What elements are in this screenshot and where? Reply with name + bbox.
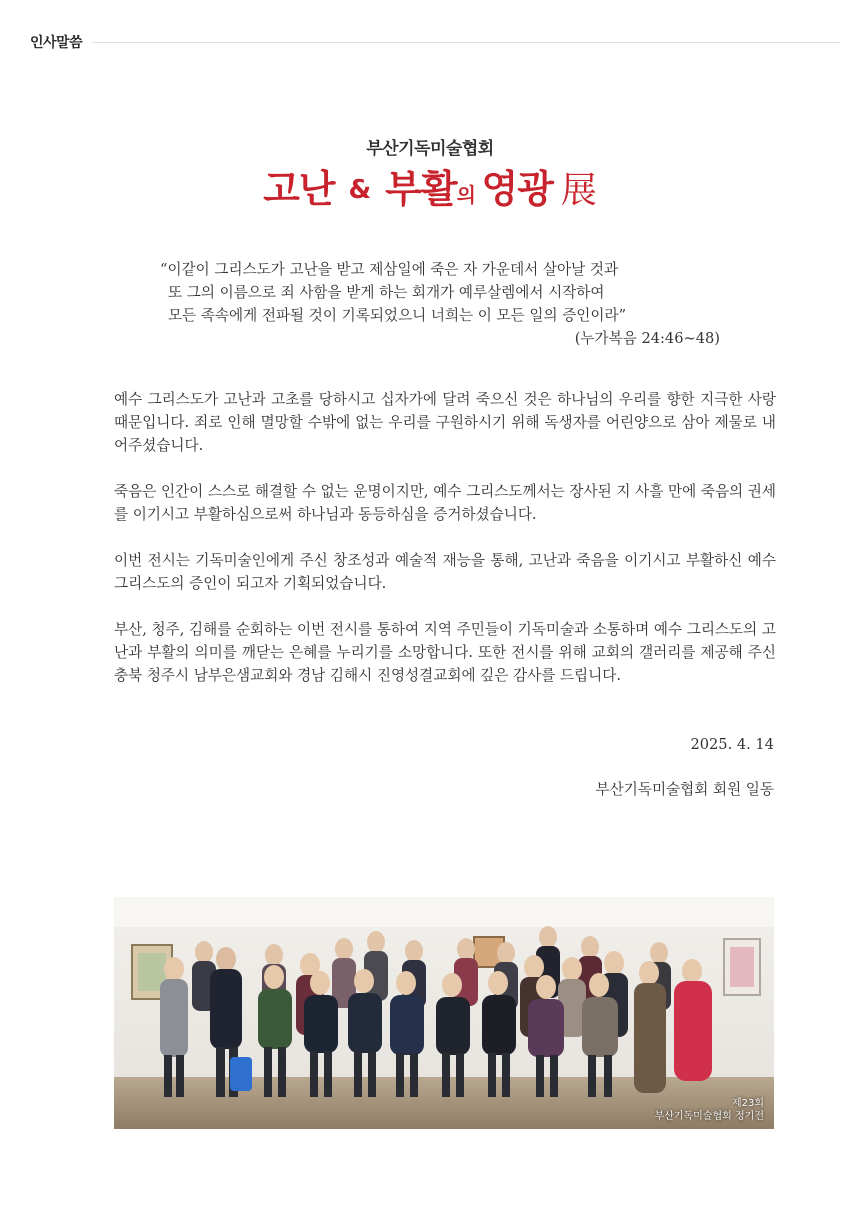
photo-caption [655,1097,764,1123]
title-particle: 의 [456,183,476,207]
title-part-glory: 영광 [481,167,553,211]
greeting-body [114,388,776,710]
title-part-resurrection: 부활 [385,167,457,211]
scripture-source: (누가복음 24:46~48) [574,330,720,347]
title-ampersand: & [348,175,372,205]
scripture-line: “이같이 그리스도가 고난을 받고 제삼일에 죽은 자 가운데서 살아날 것과 [160,261,619,278]
scripture-line: 또 그의 이름으로 죄 사함을 받게 하는 회개가 예루살렘에서 시작하여 [168,284,605,301]
caption-line: 제23회 [731,1098,764,1109]
organization-name: 부산기독미술협회 [366,139,494,159]
section-header [30,30,840,54]
paragraph: 죽음은 인간이 스스로 해결할 수 없는 운명이지만, 예수 그리스도께서는 장사된 지 사흘 만에 죽음의 권세를 이기시고 부활하심으로써 하나님과 동등하심을 증거하셨습니다. [114,483,776,523]
scripture-line: 모든 족속에게 전파될 것이 기록되었으니 너희는 이 모든 일의 증인이라” [168,307,627,324]
section-title: 인사말씀 [30,35,83,51]
paragraph: 예수 그리스도가 고난과 고초를 당하시고 십자가에 달려 죽으신 것은 하나님의 우리를 향한 지극한 사랑 때문입니다. 죄로 인해 멸망할 수밖에 없는 우리를 구원하시기 위해 독생자를 어린양으로 삼아 제물로 내어주셨습니다. [114,391,776,454]
header-divider [92,42,840,43]
group-photo-illustration [114,897,774,1129]
caption-line: 부산기독미술협회 정기전 [654,1111,764,1122]
scripture-quote [160,258,720,350]
paragraph: 이번 전시는 기독미술인에게 주신 창조성과 예술적 재능을 통해, 고난과 죽음을 이기시고 부활하신 예수 그리스도의 증인이 되고자 기획되었습니다. [114,552,776,592]
signature: 부산기독미술협회 회원 일동 [595,781,774,798]
title-part-suffering: 고난 [263,167,335,211]
title-exhibition-char: 展 [560,170,597,211]
exhibition-title [0,158,860,213]
group-photo [114,897,774,1129]
paragraph: 부산, 청주, 김해를 순회하는 이번 전시를 통하여 지역 주민들이 기독미술과 소통하며 예수 그리스도의 고난과 부활의 의미를 깨닫는 은혜를 누리기를 소망합니다. 또한 전시를 위해 교회의 갤러리를 제공해 주신 충북 청주시 남부은샘교회와 경남 김해시 진영성결교회에 깊은 감사를 드립니다. [114,621,776,684]
letter-date: 2025. 4. 14 [690,736,774,753]
